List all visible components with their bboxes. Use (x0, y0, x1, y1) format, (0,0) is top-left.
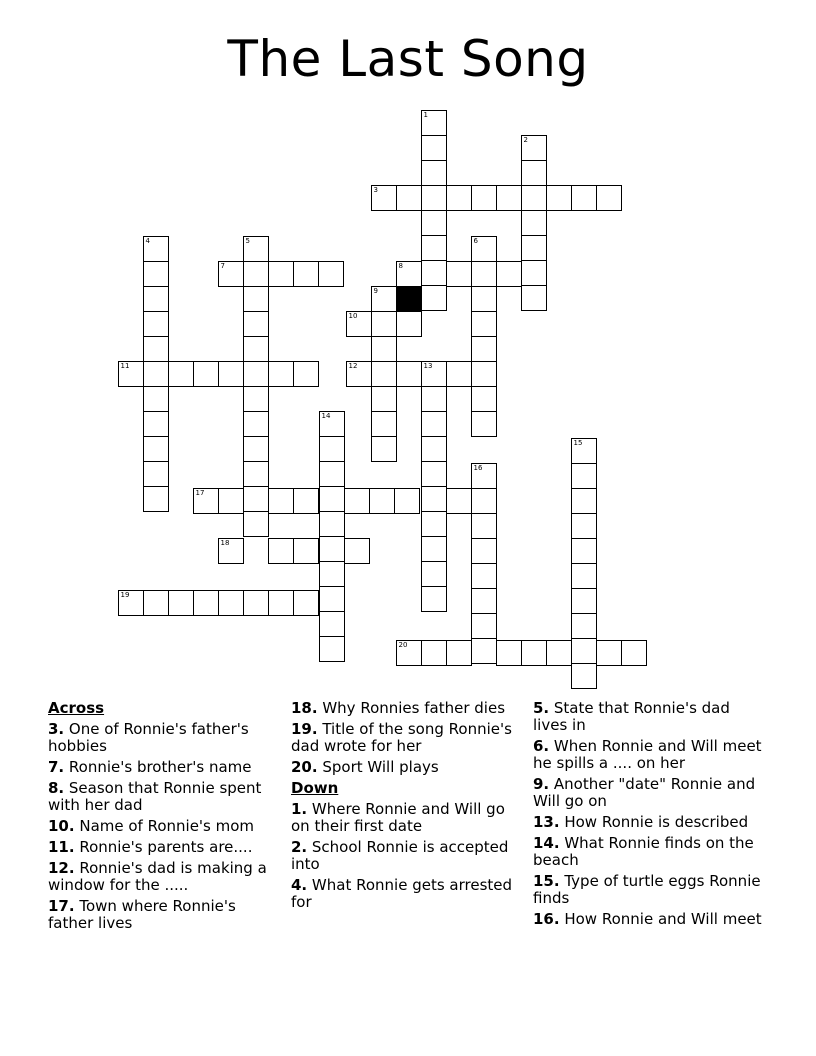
grid-cell[interactable] (268, 590, 294, 616)
grid-cell[interactable] (471, 563, 497, 589)
grid-cell[interactable] (571, 438, 597, 464)
grid-cell[interactable] (421, 586, 447, 612)
clue-text: Name of Ronnie's mom (74, 817, 255, 835)
grid-cell[interactable] (421, 210, 447, 236)
clue-item (533, 814, 765, 831)
clue-number-label: 12. (48, 859, 75, 877)
grid-cell[interactable] (471, 311, 497, 337)
grid-cell[interactable] (471, 588, 497, 614)
clue-text: What Ronnie finds on the beach (533, 834, 754, 869)
clue-number-label: 17. (48, 897, 75, 915)
grid-cell[interactable] (293, 488, 319, 514)
grid-cell[interactable] (471, 386, 497, 412)
grid-cell[interactable] (143, 590, 169, 616)
grid-cell[interactable] (371, 386, 397, 412)
grid-cell[interactable] (143, 361, 169, 387)
grid-cell[interactable] (521, 185, 547, 211)
grid-cell[interactable] (496, 640, 522, 666)
clue-text: Why Ronnies father dies (317, 699, 506, 717)
grid-cell[interactable] (293, 538, 319, 564)
grid-cell[interactable] (319, 511, 345, 537)
grid-cell[interactable] (243, 411, 269, 437)
clue-number-label: 3. (48, 720, 65, 738)
grid-cell[interactable] (596, 640, 622, 666)
grid-cell[interactable] (471, 185, 497, 211)
clue-number-label: 9. (533, 775, 550, 793)
grid-cell[interactable] (371, 336, 397, 362)
grid-cell[interactable] (168, 590, 194, 616)
grid-cell[interactable] (243, 511, 269, 537)
clue-item (533, 776, 765, 810)
grid-cell[interactable] (571, 588, 597, 614)
grid-cell[interactable] (243, 436, 269, 462)
grid-cell[interactable] (369, 488, 395, 514)
grid-cell[interactable] (193, 361, 219, 387)
blocked-cell (396, 286, 422, 312)
grid-cell[interactable] (318, 261, 344, 287)
grid-cell[interactable] (218, 361, 244, 387)
grid-cell[interactable] (471, 411, 497, 437)
grid-cell[interactable] (344, 488, 370, 514)
grid-cell[interactable] (396, 185, 422, 211)
clue-column-2 (291, 700, 523, 915)
grid-cell[interactable] (571, 663, 597, 689)
grid-cell[interactable] (446, 261, 472, 287)
across-clue-list (48, 721, 280, 932)
grid-cell[interactable] (421, 461, 447, 487)
grid-cell[interactable] (371, 185, 397, 211)
grid-cell[interactable] (521, 285, 547, 311)
grid-cell[interactable] (471, 613, 497, 639)
clue-item (48, 721, 280, 755)
grid-cell[interactable] (143, 411, 169, 437)
grid-cell[interactable] (346, 311, 372, 337)
grid-cell[interactable] (268, 261, 294, 287)
grid-cell[interactable] (521, 260, 547, 286)
grid-cell[interactable] (268, 361, 294, 387)
grid-cell[interactable] (293, 261, 319, 287)
grid-cell[interactable] (421, 386, 447, 412)
grid-cell[interactable] (293, 361, 319, 387)
clue-number: 14 (321, 411, 331, 420)
clue-item (291, 721, 523, 755)
clue-number: 12 (348, 361, 358, 370)
grid-cell[interactable] (143, 486, 169, 512)
grid-cell[interactable] (268, 538, 294, 564)
grid-cell[interactable] (596, 185, 622, 211)
clue-text: School Ronnie is accepted into (291, 838, 509, 873)
clue-item (533, 873, 765, 907)
clue-text: State that Ronnie's dad lives in (533, 699, 730, 734)
grid-cell[interactable] (446, 361, 472, 387)
grid-cell[interactable] (521, 235, 547, 261)
grid-cell[interactable] (371, 411, 397, 437)
clue-item (48, 898, 280, 932)
across-heading: Across (48, 699, 105, 717)
grid-cell[interactable] (243, 261, 269, 287)
clue-text: Ronnie's dad is making a window for the ..... (48, 859, 267, 894)
clue-number-label: 11. (48, 838, 75, 856)
grid-cell[interactable] (193, 488, 219, 514)
grid-cell[interactable] (446, 185, 472, 211)
grid-cell[interactable] (471, 488, 497, 514)
clue-number: 16 (473, 463, 483, 472)
clue-number-label: 7. (48, 758, 65, 776)
clue-item (533, 700, 765, 734)
grid-cell[interactable] (471, 261, 497, 287)
grid-cell[interactable] (421, 640, 447, 666)
grid-cell[interactable] (396, 311, 422, 337)
grid-cell[interactable] (421, 260, 447, 286)
clue-number: 11 (120, 361, 130, 370)
grid-cell[interactable] (371, 286, 397, 312)
grid-cell[interactable] (319, 486, 345, 512)
grid-cell[interactable] (421, 536, 447, 562)
grid-cell[interactable] (521, 135, 547, 161)
clue-item (48, 818, 280, 835)
grid-cell[interactable] (143, 261, 169, 287)
clue-text: Ronnie's brother's name (64, 758, 252, 776)
grid-cell[interactable] (421, 285, 447, 311)
grid-cell[interactable] (319, 561, 345, 587)
clue-number: 13 (423, 361, 433, 370)
grid-cell[interactable] (319, 611, 345, 637)
clue-item (533, 911, 765, 928)
clue-column-3 (533, 700, 765, 932)
clue-number: 6 (473, 236, 478, 245)
grid-cell[interactable] (168, 361, 194, 387)
grid-cell[interactable] (243, 461, 269, 487)
grid-cell[interactable] (319, 536, 345, 562)
grid-cell[interactable] (243, 486, 269, 512)
clue-number: 15 (573, 438, 583, 447)
grid-cell[interactable] (243, 236, 269, 262)
grid-cell[interactable] (218, 590, 244, 616)
clue-text: How Ronnie and Will meet (559, 910, 762, 928)
grid-cell[interactable] (546, 640, 572, 666)
grid-cell[interactable] (496, 185, 522, 211)
clue-item (291, 801, 523, 835)
clue-number-label: 19. (291, 720, 318, 738)
grid-cell[interactable] (421, 160, 447, 186)
clue-number: 3 (373, 185, 378, 194)
grid-cell[interactable] (471, 286, 497, 312)
grid-cell[interactable] (371, 361, 397, 387)
grid-cell[interactable] (571, 513, 597, 539)
grid-cell[interactable] (118, 590, 144, 616)
clue-text: What Ronnie gets arrested for (291, 876, 513, 911)
clue-text: Another "date" Ronnie and Will go on (533, 775, 756, 810)
down-heading: Down (291, 779, 339, 797)
grid-cell[interactable] (319, 586, 345, 612)
grid-cell[interactable] (346, 361, 372, 387)
clue-number: 1 (423, 110, 428, 119)
grid-cell[interactable] (396, 640, 422, 666)
grid-cell[interactable] (344, 538, 370, 564)
clue-number: 18 (220, 538, 230, 547)
grid-cell[interactable] (571, 488, 597, 514)
grid-cell[interactable] (471, 463, 497, 489)
clue-number-label: 10. (48, 817, 75, 835)
grid-cell[interactable] (471, 336, 497, 362)
clue-text: Where Ronnie and Will go on their first date (291, 800, 505, 835)
grid-cell[interactable] (471, 538, 497, 564)
grid-cell[interactable] (143, 386, 169, 412)
clue-text: Type of turtle eggs Ronnie finds (533, 872, 761, 907)
grid-cell[interactable] (421, 135, 447, 161)
grid-cell[interactable] (118, 361, 144, 387)
grid-cell[interactable] (471, 361, 497, 387)
grid-cell[interactable] (446, 488, 472, 514)
grid-cell[interactable] (546, 185, 572, 211)
grid-cell[interactable] (243, 311, 269, 337)
clue-number-label: 1. (291, 800, 308, 818)
grid-cell[interactable] (421, 486, 447, 512)
grid-cell[interactable] (421, 561, 447, 587)
grid-cell[interactable] (471, 236, 497, 262)
clue-item (48, 780, 280, 814)
grid-cell[interactable] (218, 538, 244, 564)
clue-text: When Ronnie and Will meet he spills a .... on her (533, 737, 762, 772)
grid-cell[interactable] (143, 461, 169, 487)
clue-item (533, 738, 765, 772)
clue-number: 17 (195, 488, 205, 497)
clue-column-1 (48, 700, 280, 936)
clue-text: One of Ronnie's father's hobbies (48, 720, 249, 755)
clue-text: Title of the song Ronnie's dad wrote for her (291, 720, 512, 755)
grid-cell[interactable] (471, 513, 497, 539)
grid-cell[interactable] (571, 613, 597, 639)
clue-number-label: 6. (533, 737, 550, 755)
grid-cell[interactable] (268, 488, 294, 514)
grid-cell[interactable] (143, 286, 169, 312)
clue-text: Sport Will plays (317, 758, 439, 776)
grid-cell[interactable] (421, 235, 447, 261)
clue-number-label: 20. (291, 758, 318, 776)
clue-number: 2 (523, 135, 528, 144)
clue-number-label: 14. (533, 834, 560, 852)
grid-cell[interactable] (621, 640, 647, 666)
clue-number: 10 (348, 311, 358, 320)
clue-text: How Ronnie is described (559, 813, 749, 831)
grid-cell[interactable] (521, 160, 547, 186)
grid-cell[interactable] (421, 110, 447, 136)
grid-cell[interactable] (396, 261, 422, 287)
grid-cell[interactable] (143, 311, 169, 337)
clue-number-label: 2. (291, 838, 308, 856)
clue-item (48, 860, 280, 894)
clue-item (48, 839, 280, 856)
grid-cell[interactable] (521, 210, 547, 236)
down-clue-list (291, 801, 523, 911)
grid-cell[interactable] (571, 638, 597, 664)
grid-cell[interactable] (243, 286, 269, 312)
clue-text: Ronnie's parents are.... (74, 838, 253, 856)
grid-cell[interactable] (571, 538, 597, 564)
across-clue-list-continued (291, 700, 523, 776)
clue-number-label: 5. (533, 699, 550, 717)
grid-cell[interactable] (243, 590, 269, 616)
grid-cell[interactable] (571, 463, 597, 489)
clue-number: 20 (398, 640, 408, 649)
grid-cell[interactable] (243, 336, 269, 362)
grid-cell[interactable] (243, 361, 269, 387)
grid-cell[interactable] (319, 411, 345, 437)
clue-text: Town where Ronnie's father lives (48, 897, 236, 932)
grid-cell[interactable] (293, 590, 319, 616)
clue-number-label: 8. (48, 779, 65, 797)
grid-cell[interactable] (496, 261, 522, 287)
grid-cell[interactable] (371, 436, 397, 462)
clue-number-label: 18. (291, 699, 318, 717)
clue-number: 7 (220, 261, 225, 270)
grid-cell[interactable] (319, 436, 345, 462)
down-clue-list-continued (533, 700, 765, 928)
grid-cell[interactable] (421, 436, 447, 462)
clue-number: 19 (120, 590, 130, 599)
clue-number: 9 (373, 286, 378, 295)
clue-item (291, 759, 523, 776)
clue-item (291, 877, 523, 911)
clue-item (291, 700, 523, 717)
grid-cell[interactable] (421, 511, 447, 537)
clue-item (533, 835, 765, 869)
grid-cell[interactable] (421, 361, 447, 387)
clue-number-label: 15. (533, 872, 560, 890)
grid-cell[interactable] (571, 185, 597, 211)
clue-item (291, 839, 523, 873)
grid-cell[interactable] (243, 386, 269, 412)
clue-item (48, 759, 280, 776)
grid-cell[interactable] (571, 563, 597, 589)
clue-number-label: 16. (533, 910, 560, 928)
grid-cell[interactable] (396, 361, 422, 387)
grid-cell[interactable] (394, 488, 420, 514)
grid-cell[interactable] (421, 185, 447, 211)
clue-number-label: 13. (533, 813, 560, 831)
grid-cell[interactable] (521, 640, 547, 666)
grid-cell[interactable] (218, 261, 244, 287)
clue-number: 5 (245, 236, 250, 245)
grid-cell[interactable] (421, 411, 447, 437)
grid-cell[interactable] (143, 436, 169, 462)
grid-cell[interactable] (143, 336, 169, 362)
clue-number: 4 (145, 236, 150, 245)
grid-cell[interactable] (319, 461, 345, 487)
clue-text: Season that Ronnie spent with her dad (48, 779, 262, 814)
grid-cell[interactable] (471, 638, 497, 664)
grid-cell[interactable] (143, 236, 169, 262)
page-title: The Last Song (227, 30, 589, 88)
grid-cell[interactable] (319, 636, 345, 662)
clue-number-label: 4. (291, 876, 308, 894)
grid-cell[interactable] (371, 311, 397, 337)
grid-cell[interactable] (446, 640, 472, 666)
grid-cell[interactable] (218, 488, 244, 514)
grid-cell[interactable] (193, 590, 219, 616)
clue-number: 8 (398, 261, 403, 270)
